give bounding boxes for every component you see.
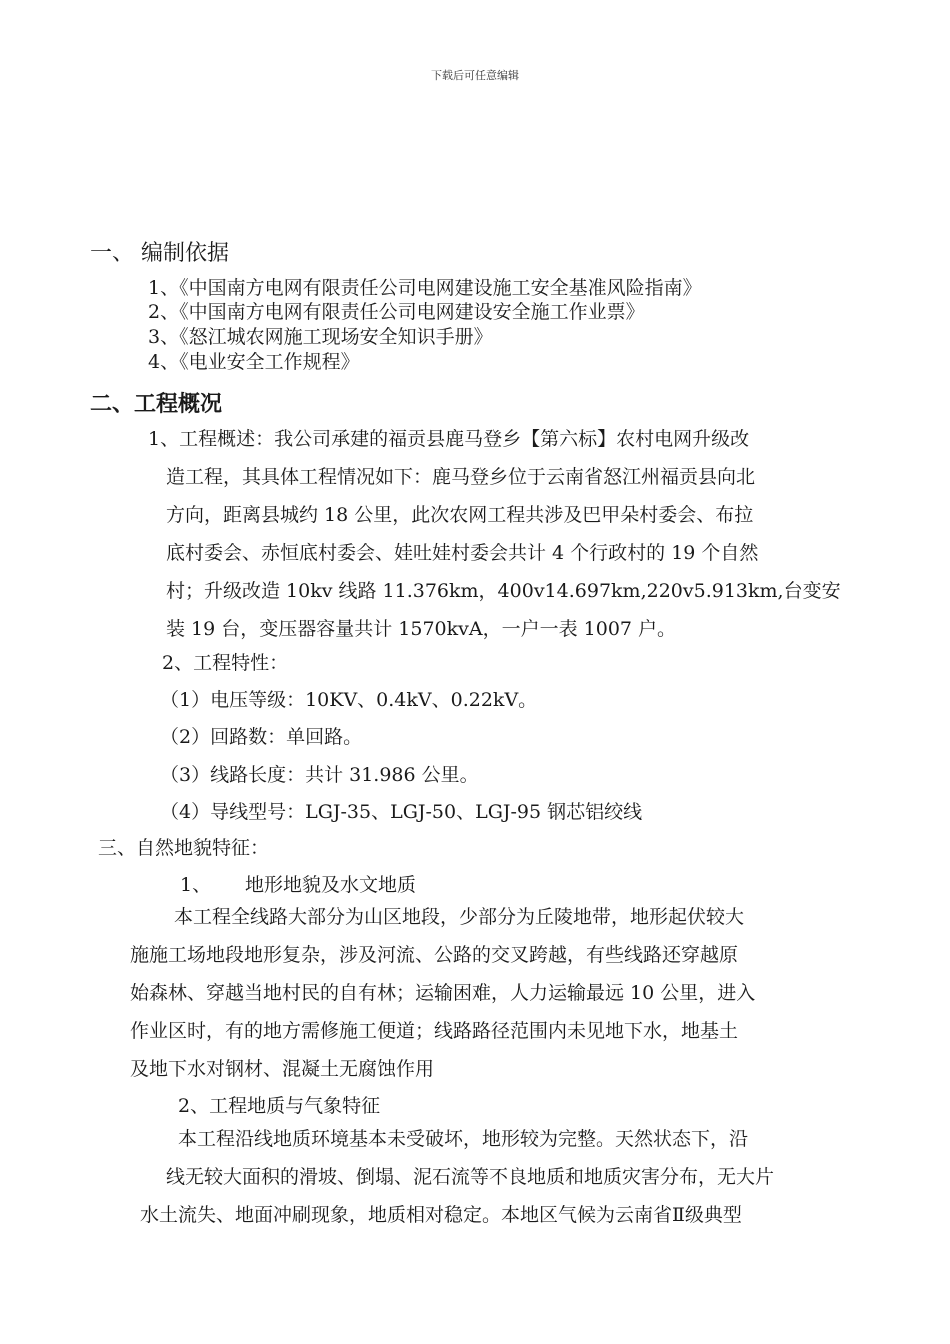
overview-line: 方向，距离县城约 18 公里，此次农网工程共涉及巴甲朵村委会、布拉 <box>166 504 754 526</box>
overview-paragraph <box>148 420 868 648</box>
features-title: 2、工程特性： <box>162 652 289 674</box>
overview-line: 村；升级改造 10kv 线路 11.376km，400v14.697km,220v5.913km,台变安 <box>166 580 841 602</box>
subsection1-number: 1、 <box>180 874 212 896</box>
geology-line: 线无较大面积的滑坡、倒塌、泥石流等不良地质和地质灾害分布，无大片 <box>166 1166 775 1188</box>
geology-line: 本工程沿线地质环境基本未受破坏，地形较为完整。天然状态下，沿 <box>178 1128 749 1150</box>
section3-heading: 三、自然地貌特征： <box>98 837 270 859</box>
feature-item-circuit: （2）回路数：单回路。 <box>160 726 363 748</box>
terrain-line: 施施工场地段地形复杂，涉及河流、公路的交叉跨越，有些线路还穿越原 <box>130 944 739 966</box>
section1-heading: 一、 编制依据 <box>90 241 229 266</box>
feature-item-voltage: （1）电压等级：10KV、0.4kV、0.22kV。 <box>160 689 538 711</box>
overview-line: 1、工程概述：我公司承建的福贡县鹿马登乡【第六标】农村电网升级改 <box>148 428 750 450</box>
terrain-paragraph <box>130 898 870 1088</box>
geology-paragraph <box>140 1120 870 1234</box>
feature-item-length: （3）线路长度：共计 31.986 公里。 <box>160 764 479 786</box>
reference-item-4: 4、《电业安全工作规程》 <box>148 351 360 373</box>
terrain-line: 始森林、穿越当地村民的自有林；运输困难，人力运输最远 10 公里，进入 <box>130 982 756 1004</box>
reference-item-1: 1、《中国南方电网有限责任公司电网建设施工安全基准风险指南》 <box>148 277 702 299</box>
page-header-watermark: 下载后可任意编辑 <box>431 69 519 82</box>
feature-item-conductor: （4）导线型号：LGJ-35、LGJ-50、LGJ-95 钢芯铝绞线 <box>160 801 643 823</box>
terrain-line: 及地下水对钢材、混凝土无腐蚀作用 <box>130 1058 435 1080</box>
terrain-line: 本工程全线路大部分为山区地段，少部分为丘陵地带，地形起伏较大 <box>174 906 745 928</box>
overview-line: 底村委会、赤恒底村委会、娃吐娃村委会共计 4 个行政村的 19 个自然 <box>166 542 759 564</box>
reference-item-2: 2、《中国南方电网有限责任公司电网建设安全施工作业票》 <box>148 301 645 323</box>
geology-line: 水土流失、地面冲刷现象，地质相对稳定。本地区气候为云南省Ⅱ级典型 <box>140 1204 742 1226</box>
terrain-line: 作业区时，有的地方需修施工便道；线路路径范围内未见地下水，地基土 <box>130 1020 739 1042</box>
reference-item-3: 3、《怒江城农网施工现场安全知识手册》 <box>148 326 493 348</box>
overview-line: 造工程，其具体工程情况如下：鹿马登乡位于云南省怒江州福贡县向北 <box>166 466 756 488</box>
section2-heading: 二、工程概况 <box>90 392 223 417</box>
overview-line: 装 19 台，变压器容量共计 1570kvA，一户一表 1007 户。 <box>166 618 677 640</box>
subsection2-title: 2、工程地质与气象特征 <box>178 1095 381 1117</box>
subsection1-title: 地形地貌及水文地质 <box>245 874 417 896</box>
